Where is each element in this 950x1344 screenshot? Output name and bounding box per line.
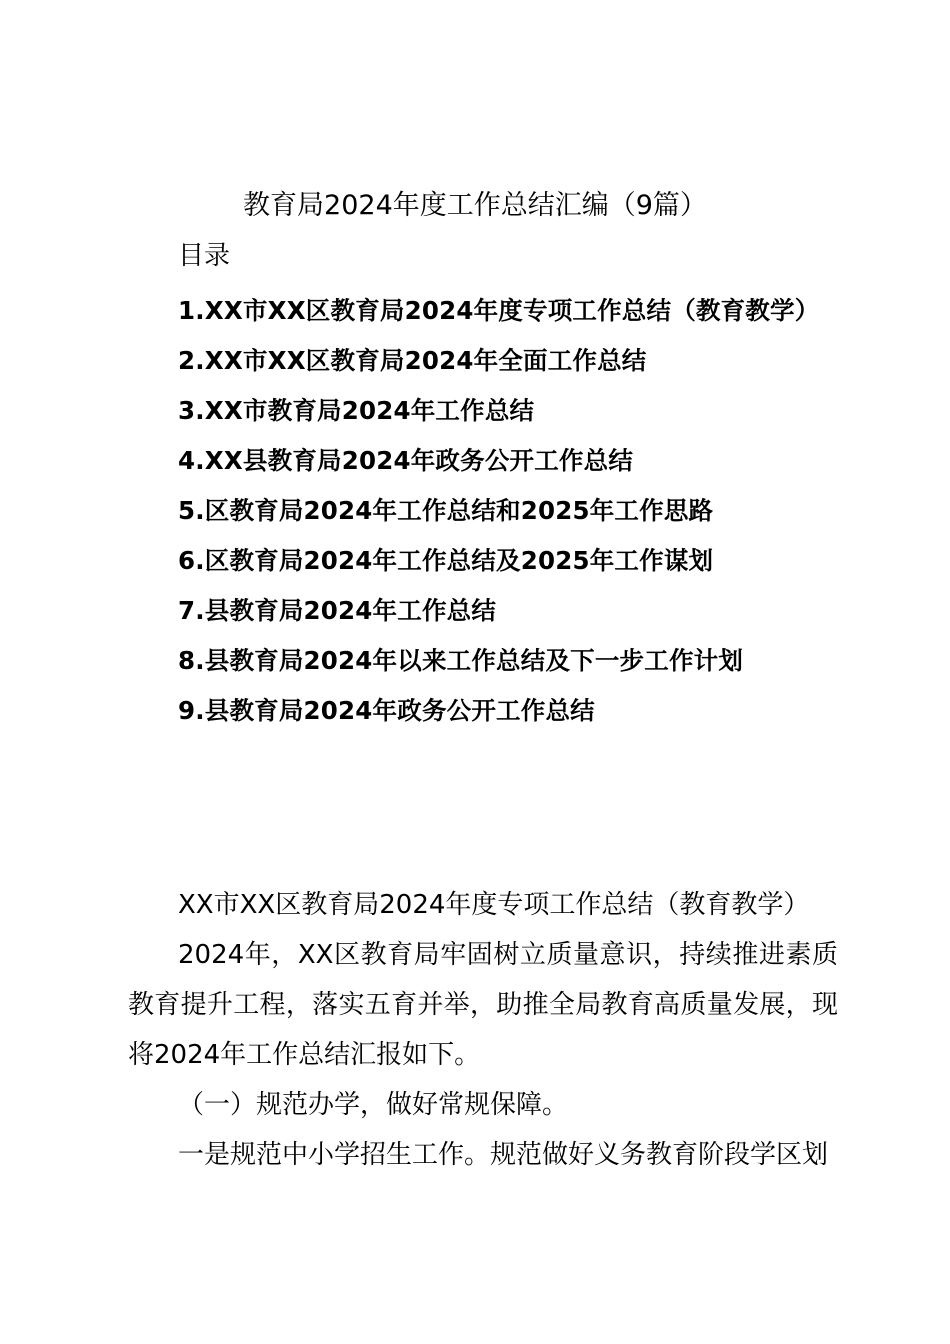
document-title-text: 教育局2024年度工作总结汇编（9篇） bbox=[243, 190, 707, 221]
section-heading: （一）规范办学，做好常规保障。 bbox=[178, 1090, 569, 1120]
toc-item-6: 6.区教育局2024年工作总结及2025年工作谋划 bbox=[178, 546, 714, 575]
document-body bbox=[128, 880, 838, 1180]
toc-item-3: 3.XX市教育局2024年工作总结 bbox=[178, 396, 535, 425]
toc-item-2: 2.XX市XX区教育局2024年全面工作总结 bbox=[178, 346, 647, 375]
toc-item-7: 7.县教育局2024年工作总结 bbox=[178, 596, 497, 625]
body-paragraph: 一是规范中小学招生工作。规范做好义务教育阶段学区划 bbox=[178, 1140, 829, 1170]
body-paragraph-intro: 2024年，XX区教育局牢固树立质量意识，持续推进素质教育提升工程，落实五育并举，助推全局教育高质量发展，现将2024年工作总结汇报如下。 bbox=[128, 940, 838, 1070]
section-title: XX市XX区教育局2024年度专项工作总结（教育教学） bbox=[178, 890, 810, 920]
toc-item-9: 9.县教育局2024年政务公开工作总结 bbox=[178, 696, 595, 725]
toc-item-1: 1.XX市XX区教育局2024年度专项工作总结（教育教学） bbox=[178, 296, 820, 325]
document-title bbox=[0, 186, 950, 226]
toc-item-5: 5.区教育局2024年工作总结和2025年工作思路 bbox=[178, 496, 714, 525]
toc-item-4: 4.XX县教育局2024年政务公开工作总结 bbox=[178, 446, 634, 475]
table-of-contents bbox=[128, 286, 838, 736]
toc-heading: 目录 bbox=[178, 241, 231, 271]
toc-item-8: 8.县教育局2024年以来工作总结及下一步工作计划 bbox=[178, 646, 744, 675]
